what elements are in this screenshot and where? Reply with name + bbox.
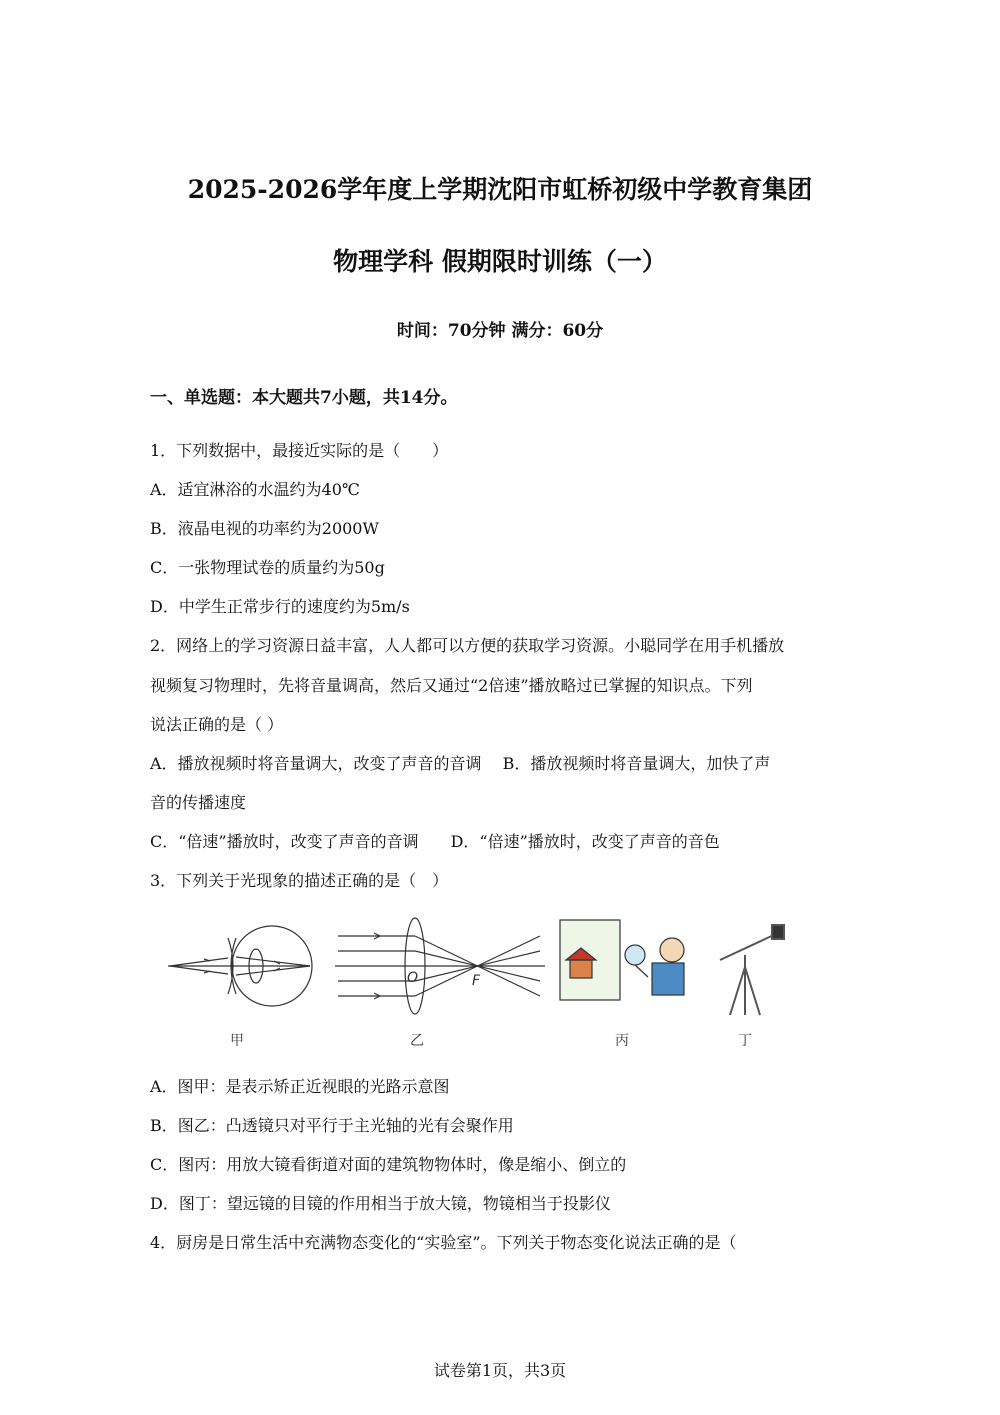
q1-option-c: C．一张物理试卷的质量约为50g — [150, 558, 385, 577]
q1-option-b: B．液晶电视的功率约为2000W — [150, 519, 379, 538]
page-footer: 试卷第1页，共3页 — [433, 1361, 567, 1380]
figure-label-jia: 甲 — [230, 1033, 244, 1049]
q1-option-a: A．适宜淋浴的水温约为40℃ — [150, 480, 360, 499]
q3-figure — [160, 905, 800, 1055]
q2-stem-line2: 视频复习物理时，先将音量调高，然后又通过“2倍速”播放略过已掌握的知识点。下列 — [150, 676, 753, 695]
q3-option-d: D．图丁：望远镜的目镜的作用相当于放大镜，物镜相当于投影仪 — [150, 1194, 611, 1213]
q2-option-line3: C．“倍速”播放时，改变了声音的音调 D．“倍速”播放时，改变了声音的音色 — [150, 832, 720, 851]
figure-bing-magnifier — [560, 920, 684, 1000]
exam-title-line2: 物理学科 假期限时训练（一） — [333, 247, 667, 276]
figure-ding-telescope — [720, 925, 784, 1015]
figure-yi-convex-lens — [335, 918, 545, 1014]
figure-label-bing: 丙 — [615, 1033, 629, 1049]
q2-option-line2: 音的传播速度 — [150, 793, 247, 812]
q1-option-d: D．中学生正常步行的速度约为5m/s — [150, 597, 410, 616]
figure-label-ding: 丁 — [738, 1033, 752, 1049]
figure-label-f: F — [472, 973, 481, 989]
q4-stem: 4．厨房是日常生活中充满物态变化的“实验室”。下列关于物态变化说法正确的是（ — [150, 1233, 737, 1252]
figure-jia-eye — [168, 926, 312, 1006]
q2-option-line1: A．播放视频时将音量调大，改变了声音的音调 B．播放视频时将音量调大，加快了声 — [150, 754, 771, 773]
q3-option-a: A．图甲：是表示矫正近视眼的光路示意图 — [150, 1077, 450, 1096]
q1-stem: 1．下列数据中，最接近实际的是（ ） — [150, 441, 449, 460]
q2-stem-line3: 说法正确的是（ ） — [150, 715, 284, 734]
exam-meta: 时间：70分钟 满分：60分 — [396, 321, 604, 341]
q2-stem-line1: 2．网络上的学习资源日益丰富，人人都可以方便的获取学习资源。小聪同学在用手机播放 — [150, 636, 785, 655]
figure-label-o: O — [407, 970, 419, 986]
figure-label-yi: 乙 — [410, 1033, 424, 1049]
q3-stem: 3．下列关于光现象的描述正确的是（ ） — [150, 871, 449, 890]
exam-title-line1: 2025-2026学年度上学期沈阳市虹桥初级中学教育集团 — [187, 175, 813, 204]
q3-option-c: C．图丙：用放大镜看街道对面的建筑物物体时，像是缩小、倒立的 — [150, 1155, 627, 1174]
section-heading: 一、单选题：本大题共7小题，共14分。 — [150, 388, 458, 408]
q3-option-b: B．图乙：凸透镜只对平行于主光轴的光有会聚作用 — [150, 1116, 514, 1135]
